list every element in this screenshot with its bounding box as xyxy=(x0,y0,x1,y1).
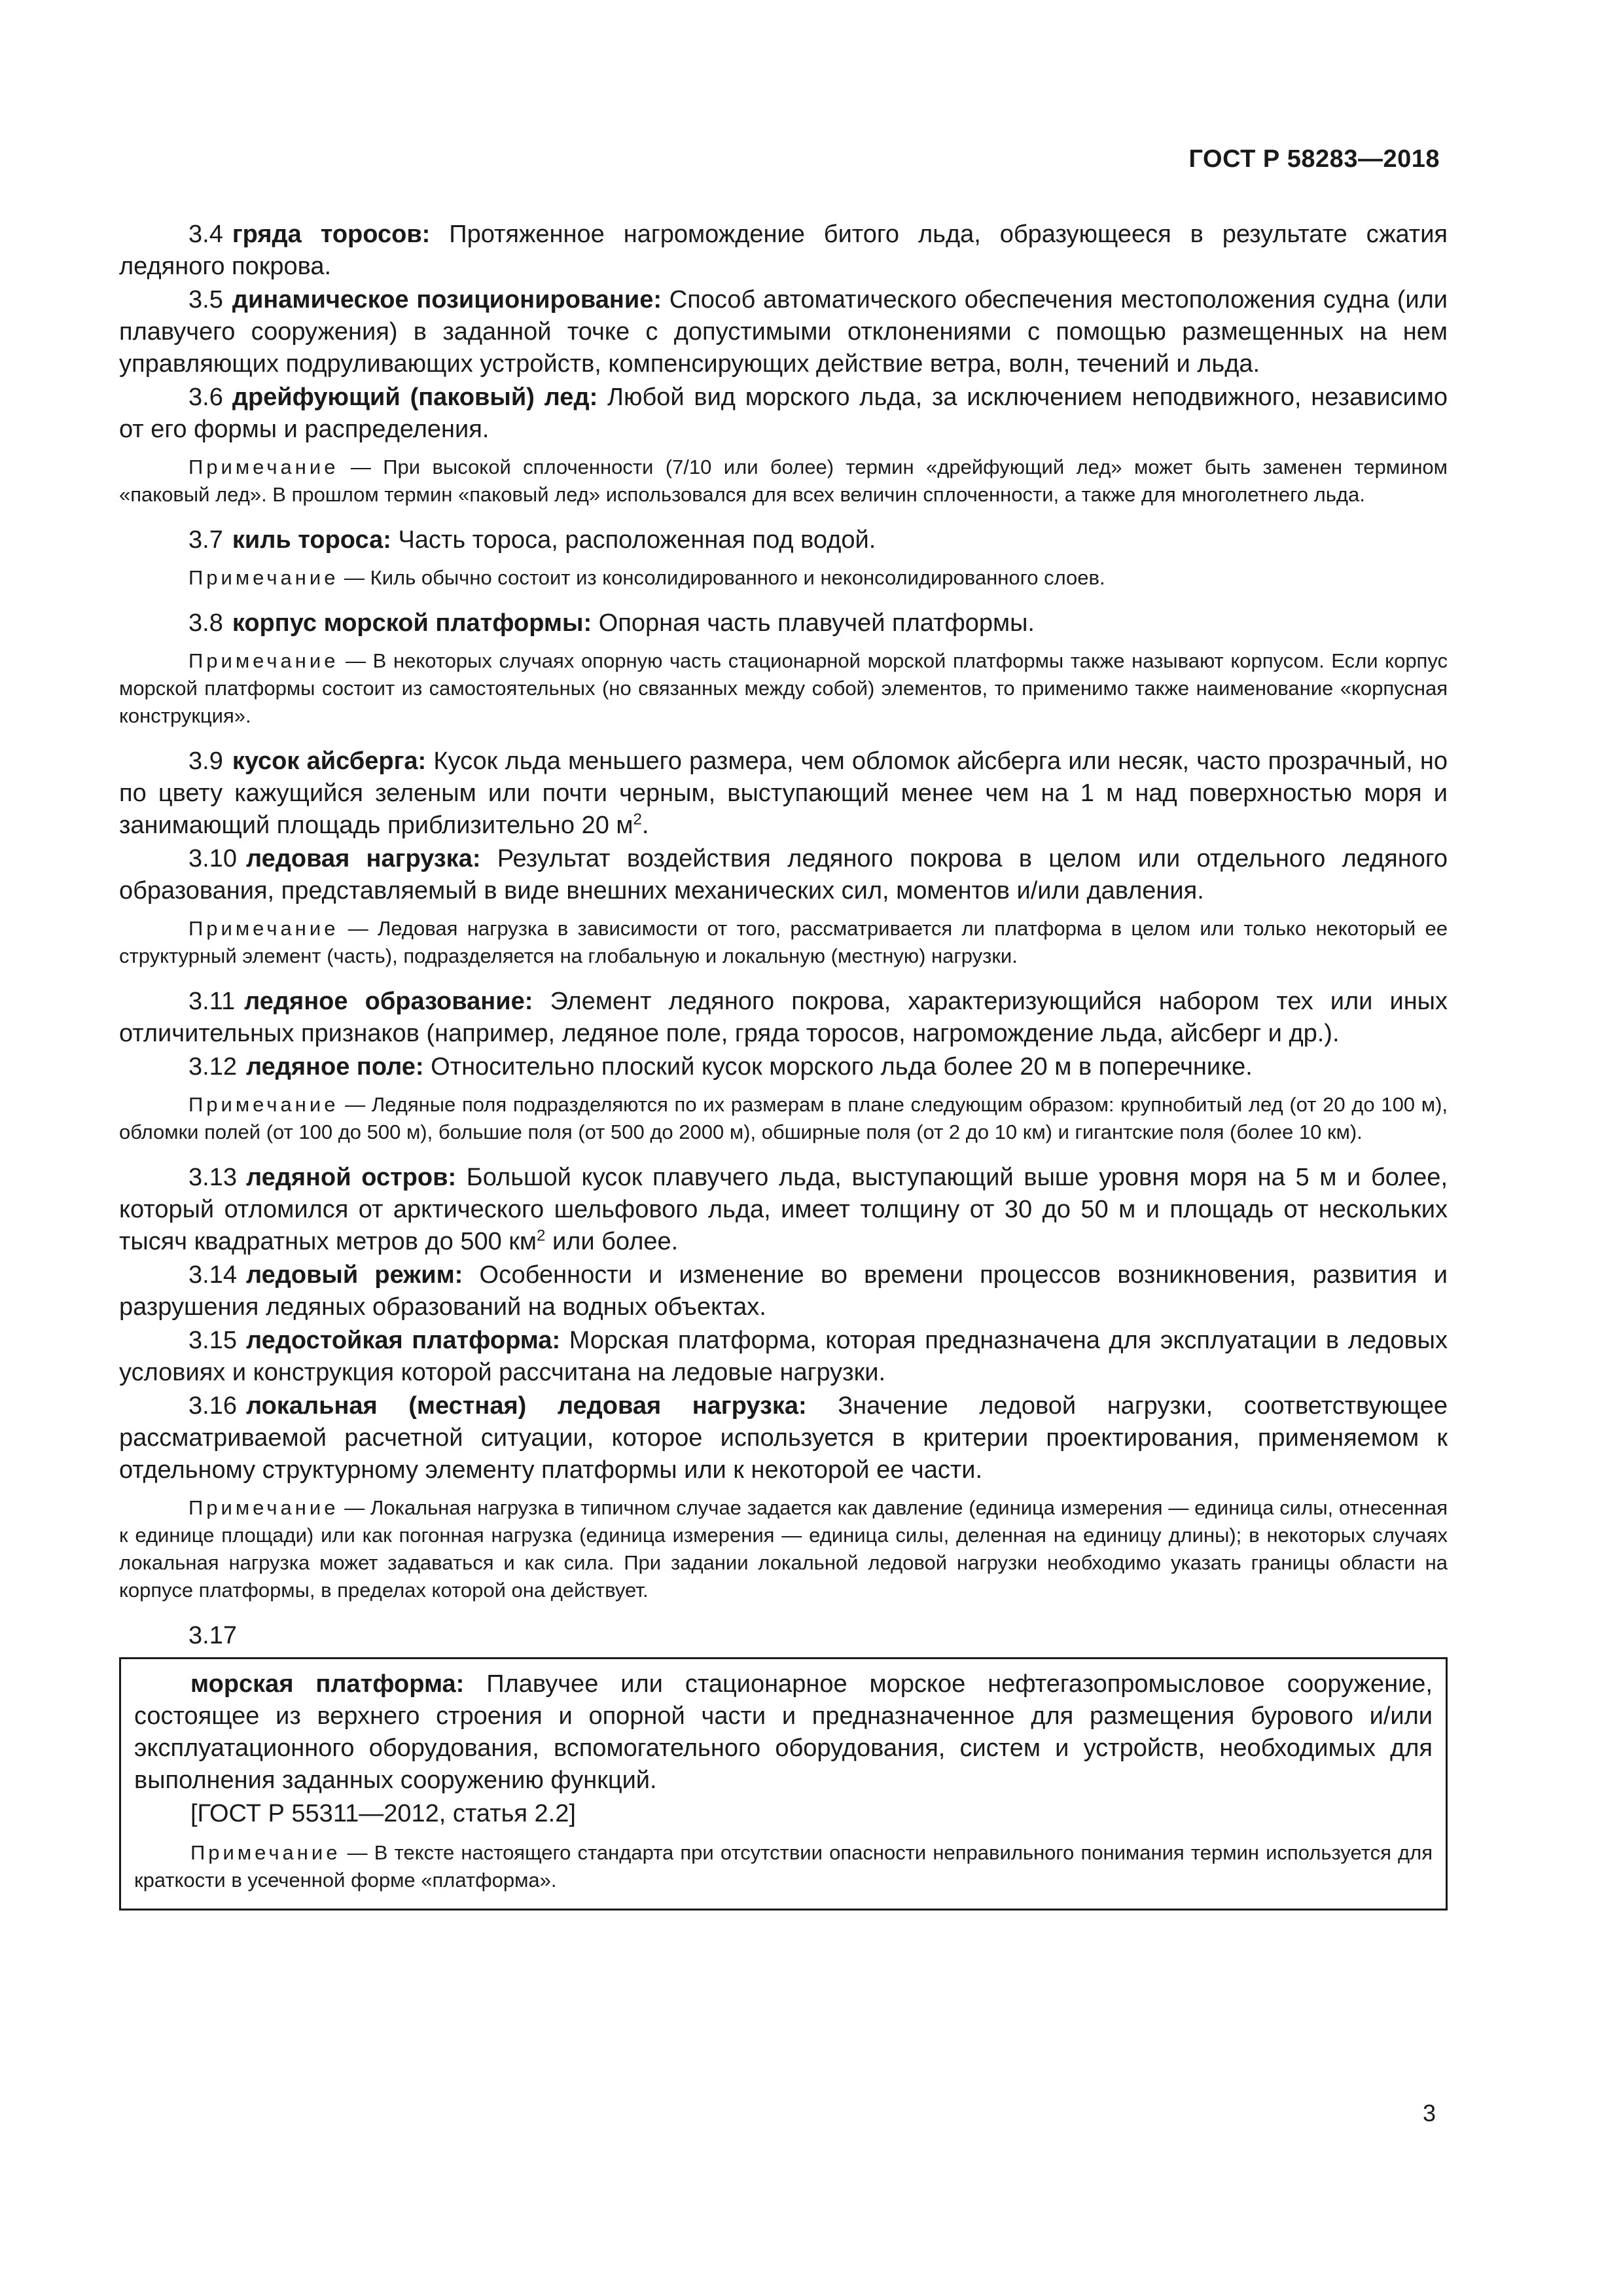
term-number: 3.15 xyxy=(188,1327,237,1354)
term-number: 3.4 xyxy=(188,221,223,248)
superscript: 2 xyxy=(633,810,642,829)
note-text: — Локальная нагрузка в типичном случае задается как давление (единица измерения — единица силы, отнесенная к единице площади) или как погонная нагрузка (единица измерения — единица силы, деленная на единицу длины); в некоторых случаях локальная нагрузка может задаваться и как сила. При задании локальной ледовой нагрузки необходимо указать границы области на корпусе платформы, в пределах которой она действует. xyxy=(119,1496,1448,1602)
term-name: морская платформа: xyxy=(190,1670,465,1698)
note-label: Примечание xyxy=(188,649,339,672)
note xyxy=(119,915,1448,970)
term-text: Большой кусок плавучего льда, выступающий выше уровня моря на 5 м и более, который отломился от арктического шельфового льда, имеет толщину от 30 до 50 м и площадь от нескольких тысяч квадратных метров до 500 км xyxy=(119,1164,1448,1255)
term-text: Часть тороса, расположенная под водой. xyxy=(391,526,876,554)
term-text-tail: или более. xyxy=(545,1228,679,1255)
term-text: Кусок льда меньшего размера, чем обломок айсберга или несяк, часто прозрачный, но по цвету кажущийся зеленым или почти черным, выступающий менее чем на 1 м над поверхностью моря и занимающий площадь приблизительно 20 м xyxy=(119,747,1448,839)
term-text: Опорная часть плавучей платформы. xyxy=(592,609,1035,637)
term-name: кусок айсберга: xyxy=(232,747,427,775)
term-name: киль тороса: xyxy=(232,526,391,554)
note-label: Примечание xyxy=(188,917,339,940)
term-text: Относительно плоский кусок морского льда более 20 м в поперечнике. xyxy=(423,1053,1253,1081)
page-number: 3 xyxy=(1422,2100,1436,2126)
term-definition xyxy=(119,1259,1448,1323)
term-name: ледяной остров: xyxy=(245,1164,457,1191)
term-name: ледостойкая платформа: xyxy=(245,1327,561,1354)
note-label: Примечание xyxy=(188,456,339,478)
term-name: дрейфующий (паковый) лед: xyxy=(232,384,598,411)
term-definition xyxy=(119,986,1448,1050)
term-name: ледяное поле: xyxy=(245,1053,424,1081)
term-text-tail: . xyxy=(641,812,649,839)
boxed-definition xyxy=(119,1657,1448,1910)
term-number: 3.11 xyxy=(188,988,236,1015)
term-name: корпус морской платформы: xyxy=(232,609,592,637)
term-definition xyxy=(119,745,1448,842)
note-text: — Ледяные поля подразделяются по их размерам в плане следующим образом: крупнобитый лед (от 20 до 100 м), обломки полей (от 100 до 500 м), большие поля (от 500 до 2000 м), обширные поля (от 2 до 10 км) и гигантские поля (более 10 км). xyxy=(119,1093,1448,1143)
note xyxy=(119,564,1448,592)
term-definition xyxy=(119,843,1448,907)
term-definition xyxy=(119,284,1448,380)
term-definition xyxy=(119,1390,1448,1486)
note xyxy=(134,1839,1433,1894)
note-label: Примечание xyxy=(188,566,339,589)
term-text: Результат воздействия ледяного покрова в целом или отдельного ледяного образования, представляемый в виде внешних механических сил, моментов и/или давления. xyxy=(119,845,1448,905)
note xyxy=(119,1091,1448,1146)
term-number: 3.17 xyxy=(188,1622,237,1649)
term-number: 3.7 xyxy=(188,526,223,554)
term-number: 3.6 xyxy=(188,384,223,411)
note-text: — При высокой сплоченности (7/10 или более) термин «дрейфующий лед» может быть заменен термином «паковый лед». В прошлом термин «паковый лед» использовался для всех величин сплоченности, а также для многолетнего льда. xyxy=(119,456,1448,506)
note-label: Примечание xyxy=(190,1841,341,1864)
term-number: 3.5 xyxy=(188,286,223,314)
term-definition xyxy=(119,1162,1448,1258)
term-text: Особенности и изменение во времени процессов возникновения, развития и разрушения ледяных образований на водных объектах. xyxy=(119,1261,1448,1321)
superscript: 2 xyxy=(537,1227,546,1245)
term-text: Элемент ледяного покрова, характеризующийся набором тех или иных отличительных признаков (например, ледяное поле, гряда торосов, нагромождение льда, айсберг и др.). xyxy=(119,988,1448,1047)
term-name: локальная (местная) ледовая нагрузка: xyxy=(245,1392,807,1420)
term-number: 3.12 xyxy=(188,1053,237,1081)
note xyxy=(119,647,1448,730)
term-number: 3.8 xyxy=(188,609,223,637)
note-text: — В некоторых случаях опорную часть стационарной морской платформы также называют корпусом. Если корпус морской платформы состоит из самостоятельных (но связанных между собой) элементов, то применимо также наименование «корпусная конструкция». xyxy=(119,649,1448,727)
term-number: 3.9 xyxy=(188,747,223,775)
term-text: Значение ледовой нагрузки, соответствующее рассматриваемой расчетной ситуации, которое используется в критерии проектирования, применяемом к отдельному структурному элементу платформы или к некоторой ее части. xyxy=(119,1392,1448,1484)
term-number: 3.10 xyxy=(188,845,237,872)
term-text: Морская платформа, которая предназначена для эксплуатации в ледовых условиях и конструкция которой рассчитана на ледовые нагрузки. xyxy=(119,1327,1448,1386)
term-definition xyxy=(119,524,1448,556)
note-text: — В тексте настоящего стандарта при отсутствии опасности неправильного понимания термин используется для краткости в усеченной форме «платформа». xyxy=(134,1841,1433,1892)
term-number: 3.14 xyxy=(188,1261,237,1289)
term-definition xyxy=(119,219,1448,283)
term-definition xyxy=(134,1668,1433,1797)
document-body xyxy=(119,219,1448,1910)
source-reference: [ГОСТ Р 55311—2012, статья 2.2] xyxy=(190,1800,576,1827)
note-text: — Ледовая нагрузка в зависимости от того, рассматривается ли платформа в целом или только некоторый ее структурный элемент (часть), подразделяется на глобальную и локальную (местную) нагрузки. xyxy=(119,917,1448,967)
term-text: Любой вид морского льда, за исключением неподвижного, независимо от его формы и распределения. xyxy=(119,384,1448,443)
term-definition xyxy=(119,382,1448,446)
term-name: гряда торосов: xyxy=(232,221,431,248)
term-text: Плавучее или стационарное морское нефтегазопромысловое сооружение, состоящее из верхнего строения и опорной части и предназначенное для размещения бурового и/или эксплуатационного оборудования, вспомогательного оборудования, систем и устройств, необходимых для выполнения заданных сооружению функций. xyxy=(134,1670,1433,1794)
note-label: Примечание xyxy=(188,1093,339,1116)
term-definition xyxy=(119,607,1448,639)
term-name: ледовая нагрузка: xyxy=(245,845,481,872)
term-definition xyxy=(119,1325,1448,1389)
term-name: ледовый режим: xyxy=(245,1261,463,1289)
term-name: динамическое позиционирование: xyxy=(232,286,662,314)
note-label: Примечание xyxy=(188,1496,339,1519)
term-number: 3.16 xyxy=(188,1392,237,1420)
note xyxy=(119,1494,1448,1604)
term-text: Способ автоматического обеспечения местоположения судна (или плавучего сооружения) в заданной точке с допустимыми отклонениями с помощью размещенных на нем управляющих подруливающих устройств, компенсирующих действие ветра, волн, течений и льда. xyxy=(119,286,1448,378)
term-number: 3.13 xyxy=(188,1164,237,1191)
note-text: — Киль обычно состоит из консолидированного и неконсолидированного слоев. xyxy=(338,566,1105,589)
term-definition xyxy=(119,1051,1448,1083)
terms-list xyxy=(119,219,1448,1604)
note xyxy=(119,454,1448,509)
term-name: ледяное образование: xyxy=(244,988,533,1015)
document-id-header: ГОСТ Р 58283—2018 xyxy=(1188,145,1440,173)
term-text: Протяженное нагромождение битого льда, образующееся в результате сжатия ледяного покрова. xyxy=(119,221,1448,280)
